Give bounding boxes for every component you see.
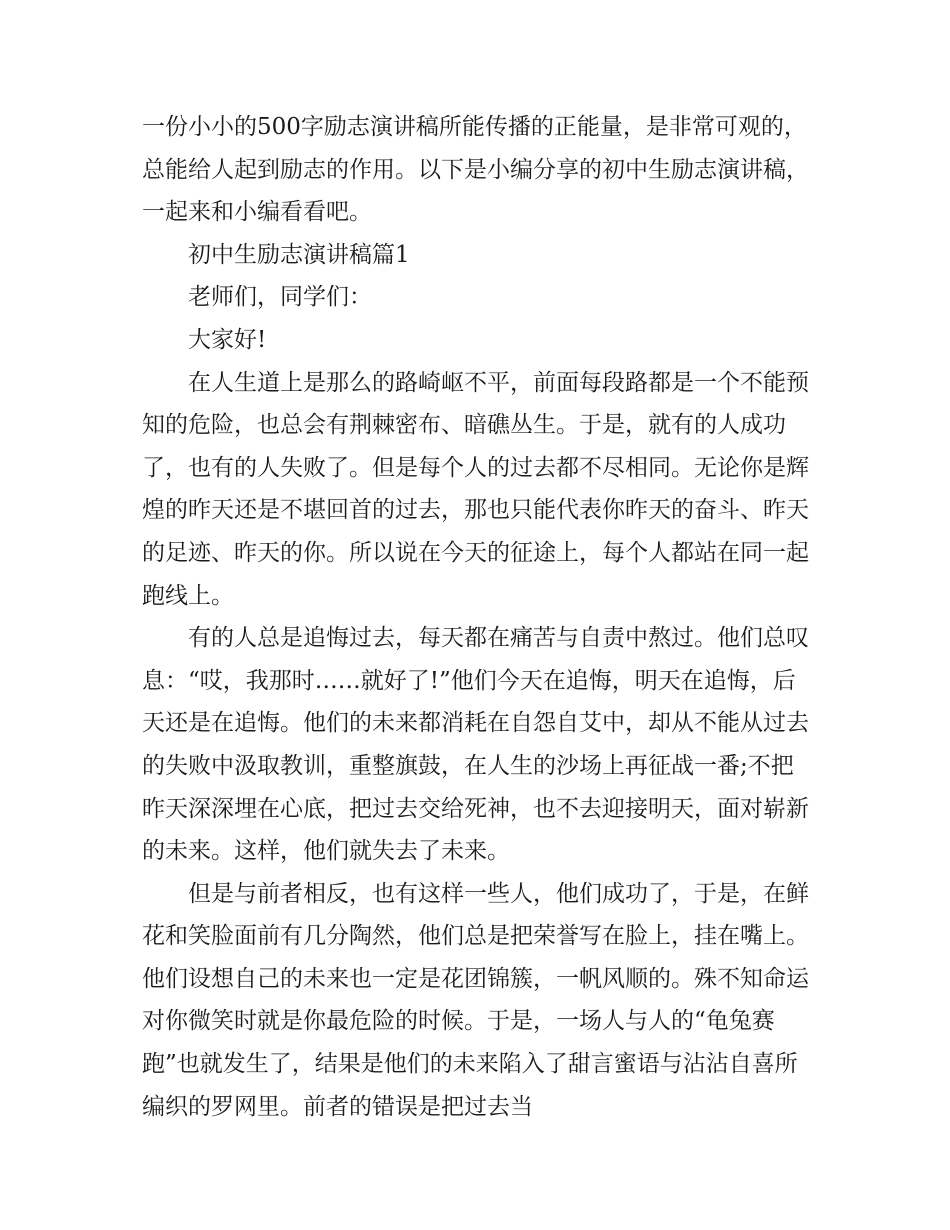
- salutation: 老师们，同学们：: [188, 284, 372, 311]
- body-paragraph-3: 但是与前者相反，也有这样一些人，他们成功了，于是，在鲜花和笑脸面前有几分陶然，他们总是把荣誉写在脸上，挂在嘴上。他们设想自己的未来也一定是花团锦簇，一帆风顺的。殊不知命运对你微笑时就是你最危险的时候。于是，一场人与人的“龟兔赛跑”也就发生了，结果是他们的未来陷入了甜言蜜语与沾沾自喜所编织的罗网里。前者的错误是把过去当: [142, 880, 809, 1120]
- section-title: 初中生励志演讲稿篇1: [188, 241, 410, 268]
- intro-paragraph: 一份小小的500字励志演讲稿所能传播的正能量，是非常可观的，总能给人起到励志的作用。以下是小编分享的初中生励志演讲稿，一起来和小编看看吧。: [142, 114, 809, 226]
- document-body: [142, 106, 812, 1128]
- body-paragraph-2: 有的人总是追悔过去，每天都在痛苦与自责中熬过。他们总叹息：“哎，我那时……就好了!”他们今天在追悔，明天在追悔，后天还是在追悔。他们的未来都消耗在自怨自艾中，却从不能从过去的失败中汲取教训，重整旗鼓，在人生的沙场上再征战一番;不把昨天深深埋在心底，把过去交给死神，也不去迎接明天，面对崭新的未来。这样，他们就失去了未来。: [142, 625, 809, 865]
- body-paragraph-1: 在人生道上是那么的路崎岖不平，前面每段路都是一个不能预知的危险，也总会有荆棘密布、暗礁丛生。于是，就有的人成功了，也有的人失败了。但是每个人的过去都不尽相同。无论你是辉煌的昨天还是不堪回首的过去，那也只能代表你昨天的奋斗、昨天的足迹、昨天的你。所以说在今天的征途上，每个人都站在同一起跑线上。: [142, 369, 809, 609]
- greeting: 大家好!: [188, 326, 267, 353]
